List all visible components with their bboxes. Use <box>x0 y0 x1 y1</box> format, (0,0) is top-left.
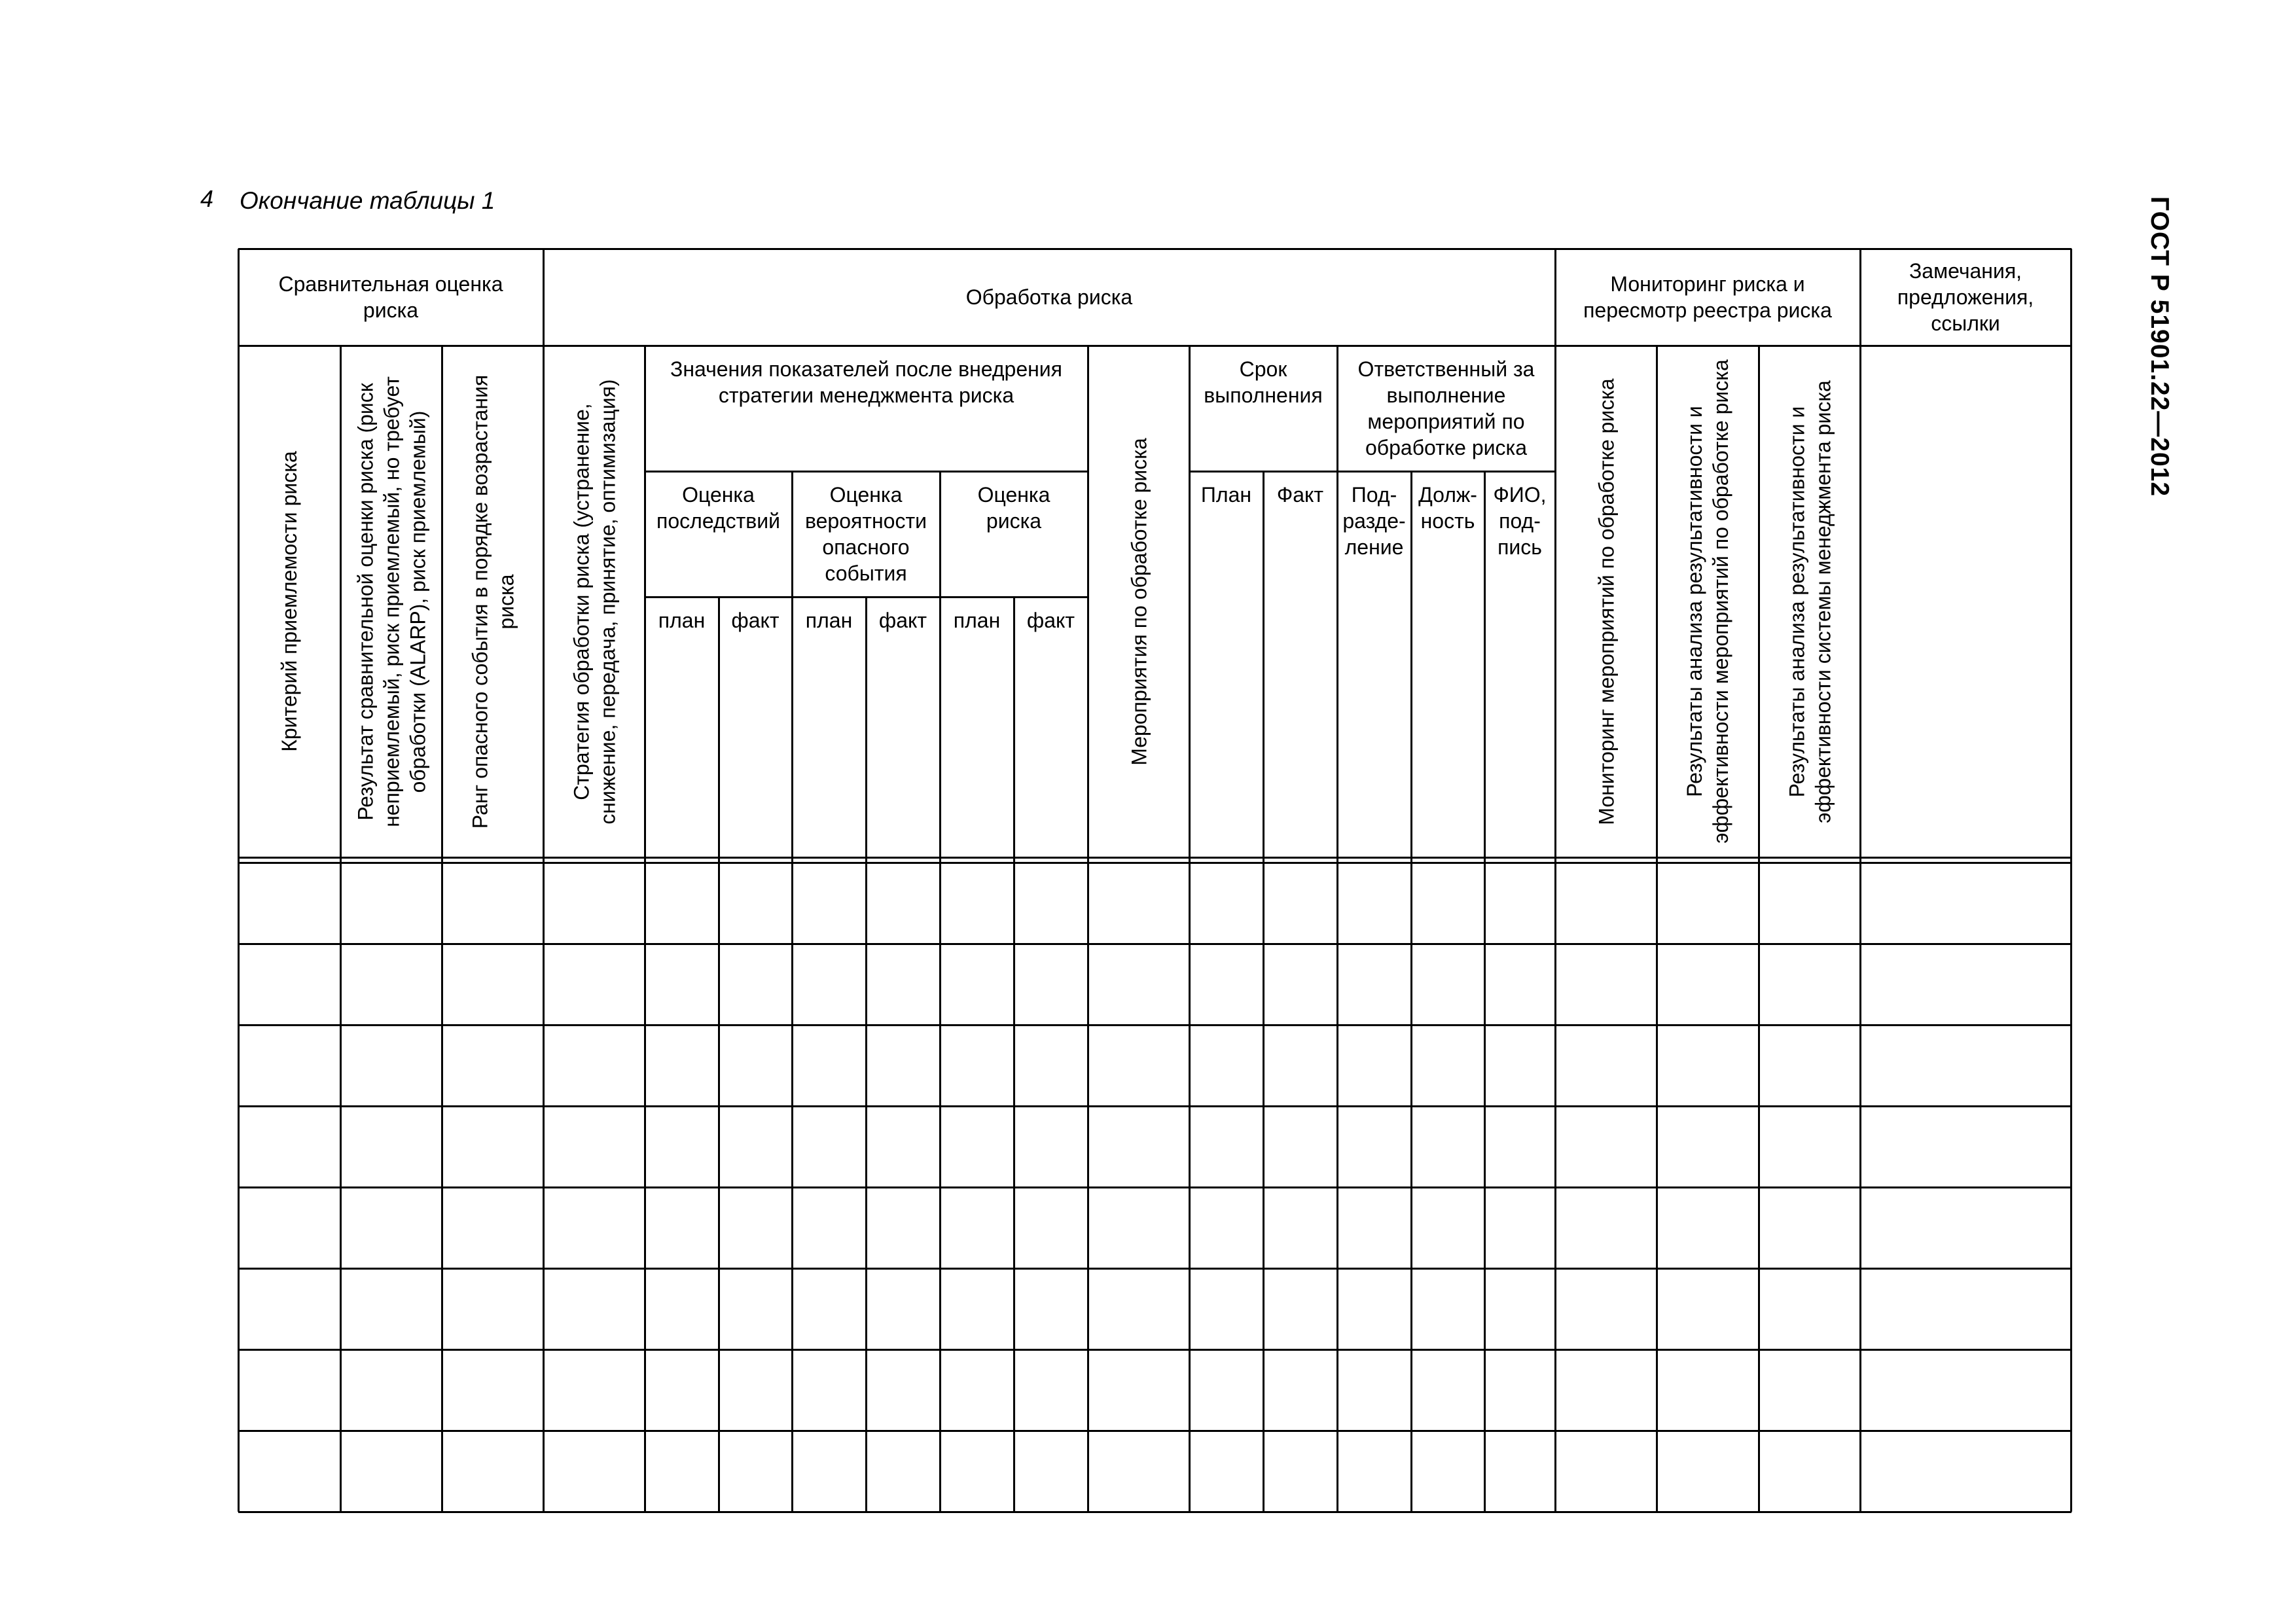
header-probability: Оценка вероятности опасного события <box>804 483 927 585</box>
table-row <box>238 863 2071 944</box>
table-border <box>238 1511 2072 1513</box>
header-deadline: Срок выполнения <box>1204 357 1323 407</box>
table-border <box>2070 249 2072 1512</box>
column-divider <box>1758 346 1760 1512</box>
table-row <box>238 1431 2071 1512</box>
column-divider <box>1263 471 1265 1512</box>
header-monitoring-measures: Мониторинг мероприятий по обработке риска <box>1594 378 1618 825</box>
row-divider <box>238 1349 2071 1351</box>
column-divider <box>865 597 867 1512</box>
column-divider <box>718 597 720 1512</box>
header-indicators: Значения показателей после внедрения стратегии менеджмента риска <box>670 357 1062 407</box>
table-row <box>238 944 2071 1025</box>
header-consequences: Оценка последствий <box>656 483 780 533</box>
table-border <box>238 248 2072 250</box>
column-divider <box>1410 471 1412 1512</box>
table-row <box>238 1187 2071 1268</box>
row-divider <box>238 943 2071 945</box>
header-risk-fact: факт <box>1026 609 1075 632</box>
header-consequences-fact: факт <box>731 609 780 632</box>
header-risk-assessment: Оценка риска <box>977 483 1050 533</box>
row-divider <box>238 1268 2071 1270</box>
row-divider <box>238 1024 2071 1026</box>
header-double-line <box>238 862 2071 864</box>
header-rank: Ранг опасного события в порядке возрастания риска <box>467 374 518 829</box>
column-divider <box>543 249 545 1512</box>
column-divider <box>939 471 941 1512</box>
table-row <box>238 1268 2071 1349</box>
header-group-treatment: Обработка риска <box>965 285 1133 309</box>
risk-register-table <box>238 249 2071 1512</box>
header-monitoring-measures-cell <box>1555 346 1657 857</box>
header-result-cell <box>340 346 442 857</box>
header-group-comparative: Сравнительная оценка риска <box>278 272 503 322</box>
header-criterion: Критерий приемлемости риска <box>278 451 301 752</box>
header-measures-cell <box>1088 346 1189 857</box>
header-strategy: Стратегия обработки риска (устранение, снижение, передача, принятие, оптимизация) <box>569 378 619 825</box>
header-probability-fact: факт <box>878 609 927 632</box>
header-divider <box>645 471 1088 473</box>
column-divider <box>441 346 443 1512</box>
header-risk-plan: план <box>953 609 1001 632</box>
header-criterion-cell <box>238 346 340 857</box>
header-responsible: Ответственный за выполнение мероприятий по обработке риска <box>1357 357 1535 459</box>
column-divider <box>1189 346 1191 1512</box>
column-divider <box>1859 249 1861 1512</box>
column-divider <box>1336 346 1338 1512</box>
column-divider <box>1087 346 1089 1512</box>
header-results-system-cell <box>1759 346 1860 857</box>
column-divider <box>340 346 342 1512</box>
header-strategy-cell <box>543 346 645 857</box>
column-divider <box>1013 597 1015 1512</box>
header-measures: Мероприятия по обработке риска <box>1126 437 1151 766</box>
page-number: 4 <box>200 185 214 212</box>
header-result: Результат сравнительной оценки риска (риск неприемлемый, риск приемлемый, но требует обработки (ALARP), риск приемлемый) <box>353 376 429 827</box>
header-divider <box>1189 471 1555 473</box>
table-row <box>238 1106 2071 1187</box>
table-border <box>238 249 240 1512</box>
table-caption: Окончание таблицы 1 <box>240 187 495 214</box>
column-divider <box>791 471 793 1512</box>
header-double-line <box>238 857 2071 859</box>
header-consequences-plan: план <box>658 609 706 632</box>
table-row <box>238 1025 2071 1106</box>
column-divider <box>1656 346 1658 1512</box>
row-divider <box>238 1186 2071 1188</box>
column-divider <box>1554 249 1556 1512</box>
header-results-measures: Результаты анализа результативности и эффективности мероприятий по обработке риска <box>1683 359 1732 844</box>
column-divider <box>1484 471 1486 1512</box>
header-group-monitoring: Мониторинг риска и пересмотр реестра риска <box>1583 272 1832 322</box>
header-remarks: Замечания, предложения, ссылки <box>1897 259 2034 335</box>
row-divider <box>238 1105 2071 1107</box>
header-position: Долж-ность <box>1418 483 1477 533</box>
row-divider <box>238 1430 2071 1432</box>
header-deadline-fact: Факт <box>1276 483 1324 507</box>
column-divider <box>644 346 646 1512</box>
header-results-measures-cell <box>1657 346 1759 857</box>
header-fio: ФИО, под-пись <box>1493 483 1547 559</box>
header-probability-plan: план <box>805 609 853 632</box>
table-row <box>238 1349 2071 1431</box>
header-rank-cell <box>442 346 543 857</box>
header-divider <box>238 345 2071 347</box>
header-results-system: Результаты анализа результативности и эффективности системы менеджмента риска <box>1784 380 1835 823</box>
standard-code: ГОСТ Р 51901.22—2012 <box>2145 196 2174 497</box>
header-division: Под-разде-ление <box>1342 483 1406 559</box>
header-deadline-plan: План <box>1200 483 1252 507</box>
